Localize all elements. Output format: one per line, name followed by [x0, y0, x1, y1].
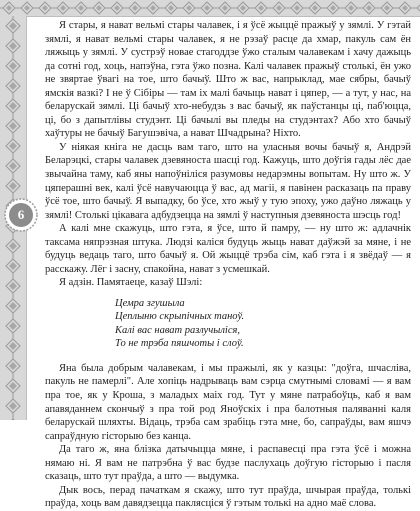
paragraph: Я адзін. Памятаеце, казаў Шэлі:	[59, 277, 203, 289]
poem-line: Цеплыню скрыпічных таноў.	[115, 311, 245, 323]
page-number-badge	[4, 198, 38, 232]
poem-line: Калі вас нават разлучыліся,	[115, 324, 240, 336]
paragraph: Дык вось, перад пачаткам я скажу, што тут праўда, шчырая праўда, толькі праўда, хоць вам давядзецца паклясціся ў гэтым толькі на адно маё слова.	[45, 484, 411, 510]
poem-line: То не трэба пяшчоты і слоў.	[115, 338, 244, 350]
paragraph: А калі мне скажуць, што гэта, я ўсе, што й памру, — ну што ж: адлачнік таксама няпрэзная штука. Людзі каліся будуць жыць нават даўжэй за мяне, і не будуць ведаць таго, што бачыў я. Ой жыццё трэба сім, каб гэта і я звёдаў — я расскажу. Лёг і засну, спакойна, нават з усмешкай.	[45, 223, 411, 275]
paragraph: Да таго ж, яна блізка датычыцца мяне, і распавесці пра гэта ўсё і можна нямаю ні. Я вам не патрэбна ў вас будзе паслухаць доўгую гісторыю і пасля сказаць, што тут праўда, а што — выдумка.	[45, 444, 411, 483]
poem-line: Цемра згушыла	[115, 297, 185, 309]
paragraph: У ніякая кніга не дасць вам таго, што на уласныя вочы бачыў я, Андрэй Беларэцкі, стары чалавек дзевяноста шасці год. Кажуць, што доўгія гады лёс дае звычайна таму, каб яны напоўніліся разумовы недарэмны вопытам. Ну што ж. У цяперашні век, калі ўсё навучаюцца ў вас, ад магіі, я павінен расказаць па праву ўсё тое, што бачыў. Я выпадку, бо ўсе, хто жыў у тую эпоху, ужо даўно ляжаць у зямлі! Столькі цікавага адбудзецца на зямлі ў наступныя дзевяноста шэсць год!	[45, 141, 411, 221]
body-text	[45, 19, 411, 511]
paragraph: Яна была добрым чалавекам, і мы пражылі, як у казцы: "доўга, шчасліва, пакуль не памерлі". Але хопіць надрываць вам сэрца смутнымі словамі — я вам пра тое, як у Кроша, з маладых маіх год. Тут у мяне патрабоўць, каб я вам апавяданнем скончыў з пра той род Яноўскіх і пра балотныя паляванні каля беларускай шляхты. Відаць, трэба сам зрабіць гэта мне, бо, сапраўды, вам яшчэ сапраўдную гісторыю без канца.	[45, 362, 411, 442]
top-ornament-border	[0, 0, 420, 17]
paragraph: Я стары, я нават вельмі стары чалавек, і я ўсё жыццё пражыў у зямлі. У гэтай зямлі, я нават вельмі стары чалавек, я не рэзаў расце да хмар, пакуль сам ён ляжыць у зямлі. У сустрэў новае стагоддзе ўжо сталым чалавекам і хачу дажыць да сотні год, хоць, напэўна, гэта ўжо позна. Калі чалавек пражыў столькі, ён ужо не звяртае ўвагі на тое, што бачыў. Што ж вас, напрыклад, мае сябры, бачыў ямскія вазкі? І не ў Сібіры — там іх малі бачыць нават і цяпер, — а тут, у нас, на беларускай зямлі. Ці бачыў хто-небудзь з вас бачыў, як паўстанцы ці, паб'юцца, ці, бо з дапытлівы студэнт. Ці бачылі вы пледы на студэнтах? Або хто бачыў хаўтуры не бачыў Багушэвіча, а нават Шчадрына? Ніхто.	[45, 20, 411, 140]
poem-quote	[115, 297, 411, 351]
page-number: 6	[17, 207, 25, 222]
